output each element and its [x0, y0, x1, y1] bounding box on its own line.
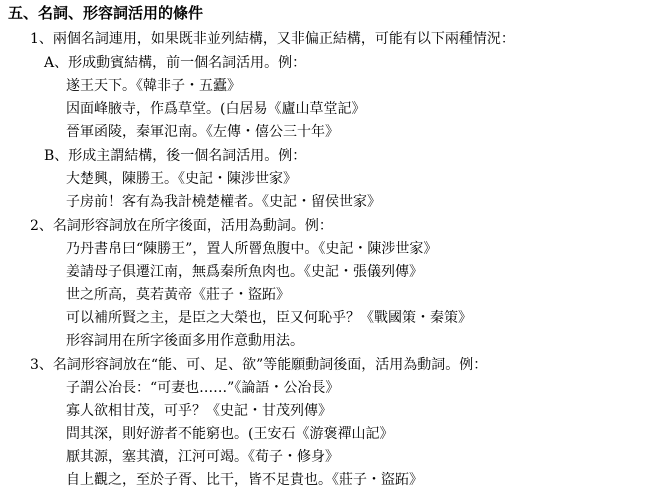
- example-line: 寡人欲相甘茂，可乎？《史記・甘茂列傳》: [66, 403, 332, 419]
- point-1-heading: 1、兩個名詞連用，如果既非並列結構，又非偏正結構，可能有以下兩種情況：: [30, 31, 515, 47]
- point-1b-heading: B、形成主謂結構，後一個名詞活用。例：: [44, 148, 307, 164]
- example-line: 遂王天下。《韓非子・五蠹》: [66, 78, 241, 94]
- example-line: 世之所高，莫若黃帝《莊子・盜跖》: [66, 287, 290, 303]
- example-line: 大楚興，陳勝王。《史記・陳涉世家》: [66, 171, 297, 187]
- example-line: 子房前！客有為我計橈楚權者。《史記・留侯世家》: [66, 194, 381, 210]
- example-line: 乃丹書帛曰“陳勝王”，置人所罾魚腹中。《史記・陳涉世家》: [66, 241, 438, 257]
- example-line: 自上觀之，至於子胥、比干，皆不足貴也。《莊子・盜跖》: [66, 472, 423, 488]
- point-2-heading: 2、名詞形容詞放在所字後面，活用為動詞。例：: [30, 218, 333, 234]
- example-line: 子謂公冶長：“可妻也……”《論語・公冶長》: [66, 380, 340, 396]
- example-line: 晉軍函陵，秦軍氾南。《左傳・僖公三十年》: [66, 124, 339, 140]
- note-line: 形容詞用在所字後面多用作意動用法。: [66, 333, 304, 349]
- example-line: 姜請母子俱遷江南，無爲秦所魚肉也。《史記・張儀列傳》: [66, 264, 423, 280]
- example-line: 問其深，則好游者不能窮也。(王安石《游褒禪山記》: [66, 426, 394, 442]
- section-title: 五、名詞、形容詞活用的條件: [8, 4, 204, 22]
- example-line: 因面峰腋寺，作爲草堂。(白居易《廬山草堂記》: [66, 101, 366, 117]
- point-3-heading: 3、名詞形容詞放在“能、可、足、欲”等能願動詞後面，活用為動詞。例：: [30, 357, 488, 373]
- example-line: 厭其源，塞其瀆，江河可竭。《荀子・修身》: [66, 449, 339, 465]
- example-line: 可以補所賢之主，是臣之大榮也，臣又何恥乎？《戰國策・秦策》: [66, 310, 472, 326]
- point-1a-heading: A、形成動賓結構，前一個名詞活用。例：: [44, 55, 307, 71]
